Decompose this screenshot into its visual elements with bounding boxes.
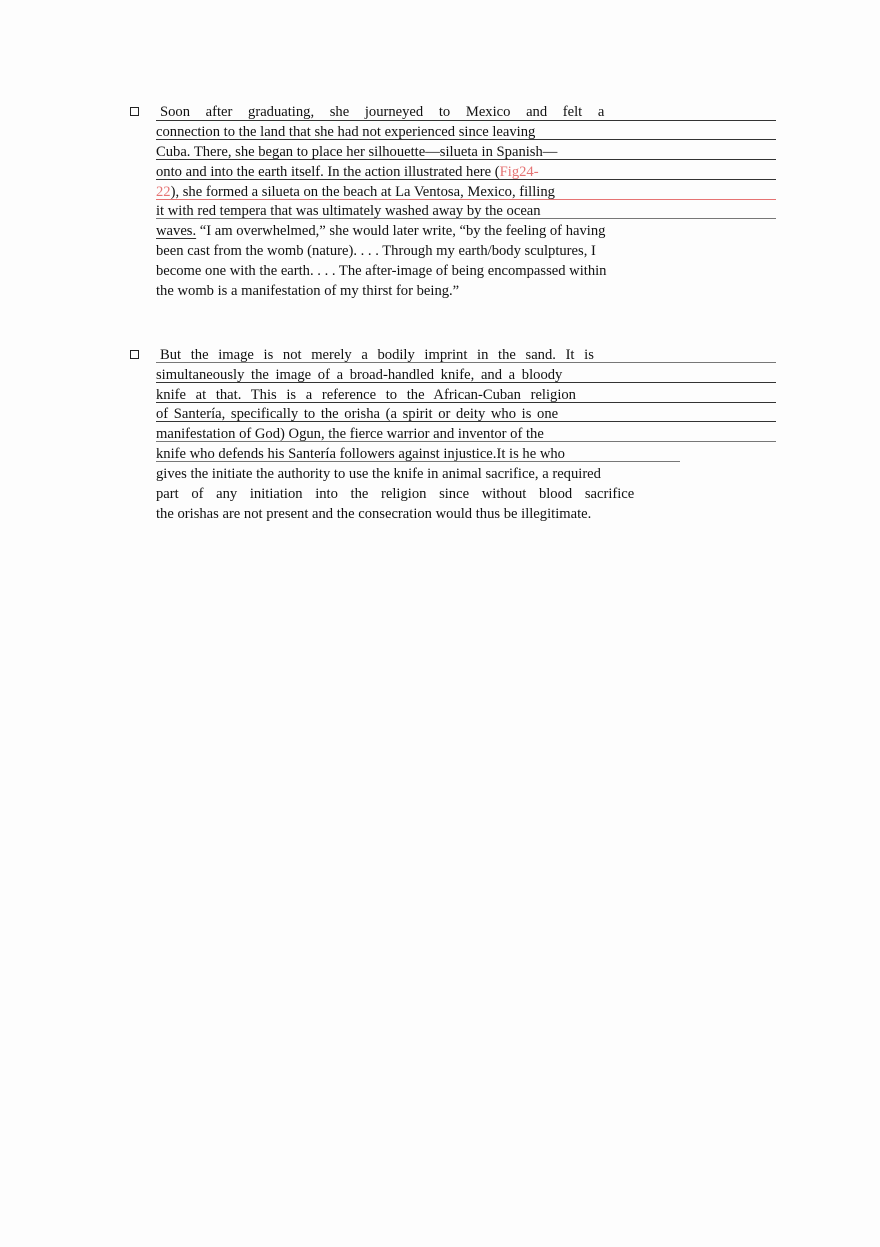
track-rule <box>156 382 776 383</box>
text-line: knife who defends his Santería followers against injustice. <box>156 446 497 462</box>
track-rule <box>156 421 776 422</box>
text-line: ), she formed a silueta on the beach at La Ventosa, Mexico, filling <box>170 184 555 200</box>
p1-line-8 <box>156 241 596 261</box>
text-line: onto and into the earth itself. In the action illustrated here ( <box>156 164 500 180</box>
text-line: But the image is not merely a bodily imprint in the sand. It is <box>160 347 594 363</box>
p1-line-10 <box>156 281 459 301</box>
p2-line-7 <box>156 464 601 484</box>
text-line: Soon after graduating, she journeyed to Mexico and felt a <box>160 104 605 120</box>
text-line: the womb is a manifestation of my thirst for being.” <box>156 283 460 299</box>
text-line: simultaneously the image of a broad-handled knife, and a bloody <box>156 367 563 383</box>
track-rule <box>156 120 776 121</box>
track-rule <box>156 362 776 363</box>
p1-line-7 <box>156 221 605 241</box>
text-line: been cast from the womb (nature). . . . Through my earth/body sculptures, I <box>156 243 596 259</box>
text-line: manifestation of God) Ogun, the fierce warrior and inventor of the <box>156 426 544 442</box>
text-line: knife at that. This is a reference to the African-Cuban religion <box>156 387 576 403</box>
figure-reference-link[interactable]: Fig24- <box>499 164 539 180</box>
figure-reference-link[interactable]: 22 <box>156 184 171 200</box>
text-line: it with red tempera that was ultimately washed away by the ocean <box>156 203 541 219</box>
text-line: waves. <box>156 223 197 239</box>
text-line: It is he who <box>496 446 565 462</box>
p1-line-1 <box>160 102 610 122</box>
p2-line-9 <box>156 504 591 524</box>
p1-line-9 <box>156 261 606 281</box>
track-rule <box>156 139 776 140</box>
track-rule <box>156 218 776 219</box>
track-rule <box>156 179 776 180</box>
text-line: connection to the land that she had not experienced since leaving <box>156 124 536 140</box>
text-line: of Santería, specifically to the orisha (a spirit or deity who is one <box>156 406 559 422</box>
p2-line-8 <box>156 484 634 504</box>
text-line: gives the initiate the authority to use the knife in animal sacrifice, a required <box>156 466 601 482</box>
track-rule <box>156 461 680 462</box>
text-line: become one with the earth. . . . The after-image of being encompassed within <box>156 263 607 279</box>
bullet-box-icon <box>130 107 139 116</box>
bullet-box-icon <box>130 350 139 359</box>
text-line: “I am overwhelmed,” she would later write, “by the feeling of having <box>196 223 606 239</box>
text-line: the orishas are not present and the consecration would thus be illegitimate. <box>156 506 592 522</box>
text-line: part of any initiation into the religion since without blood sacrifice <box>156 486 635 502</box>
track-rule <box>156 441 776 442</box>
track-rule-red <box>156 199 776 200</box>
track-rule <box>156 159 776 160</box>
track-rule <box>156 402 776 403</box>
text-line: Cuba. There, she began to place her silhouette—silueta in Spanish— <box>156 144 558 160</box>
